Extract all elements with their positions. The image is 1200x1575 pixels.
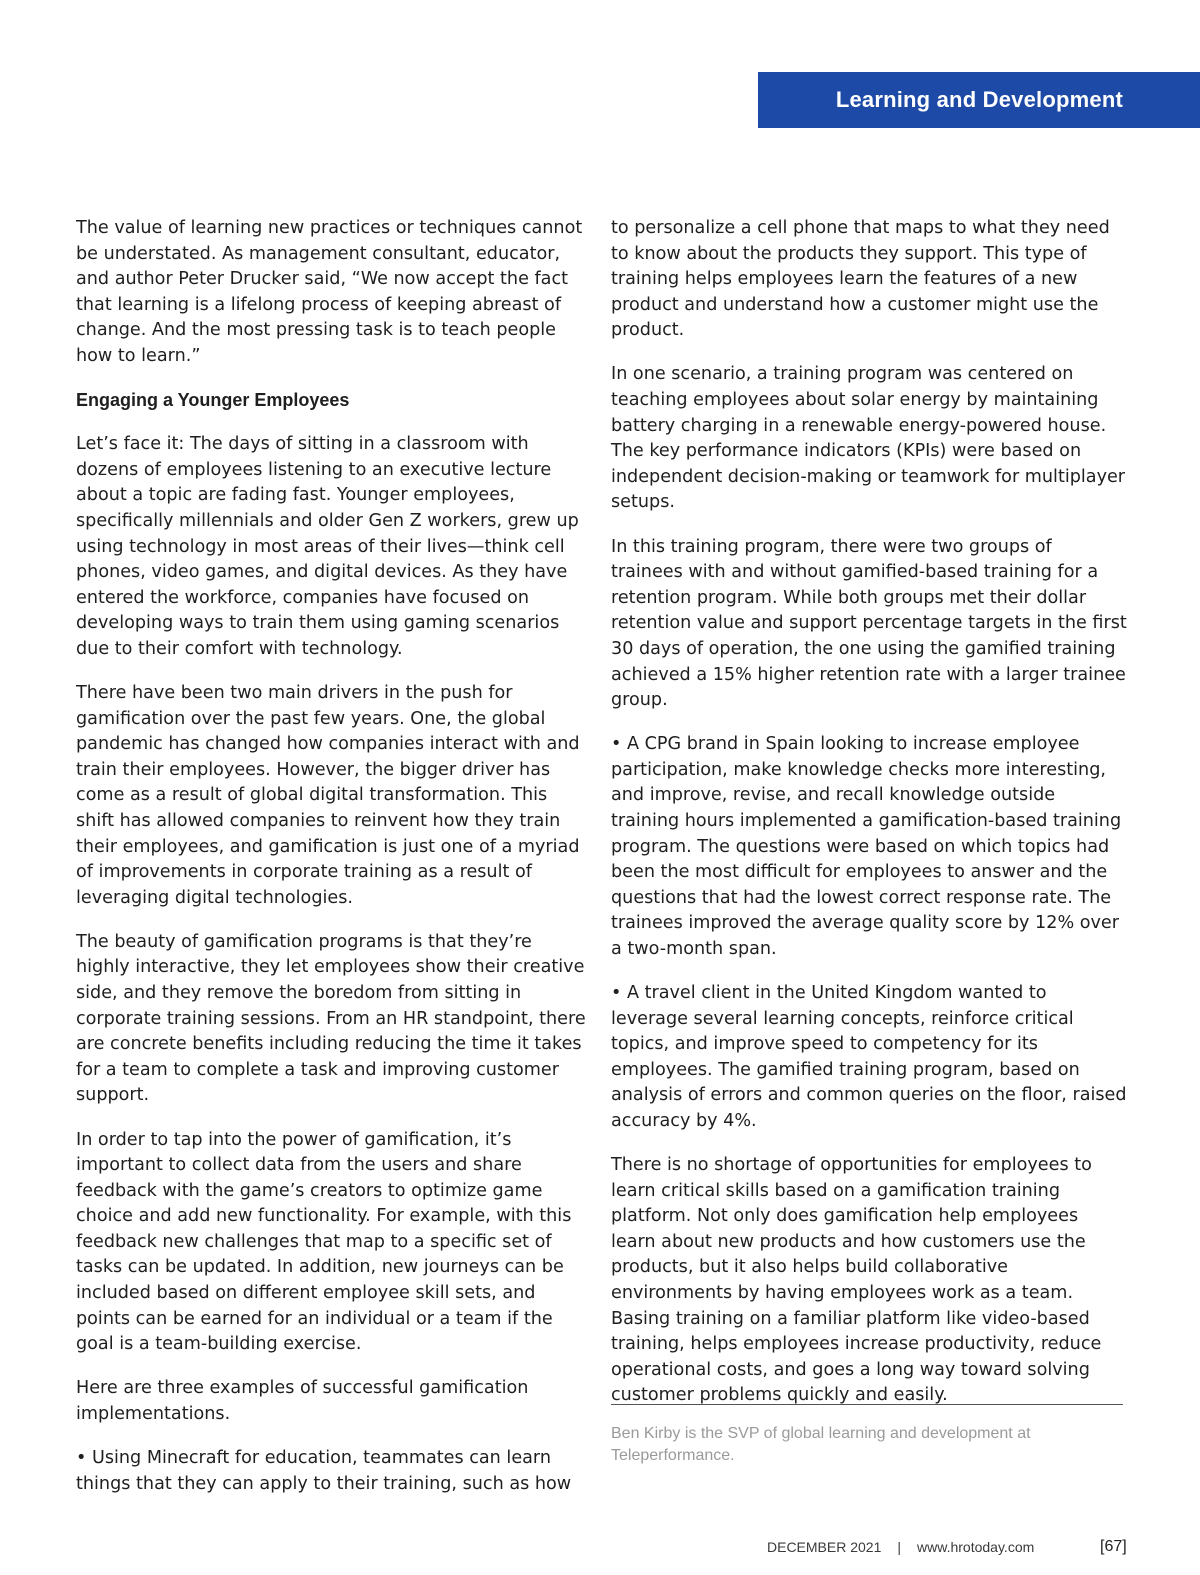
paragraph: There is no shortage of opportunities for employees to learn critical skills based on a gamification training platform. Not only does gamification help employees learn about new products and how customers use the products, but it also helps build collaborative environments by having employees work as a team. Basing training on a familiar platform like video-based training, helps employees increase productivity, reduce operational costs, and goes a long way toward solving customer problems quickly and easily. [611,1155,1102,1406]
section-label: Learning and Development [835,87,1123,112]
divider [611,1404,1123,1405]
paragraph: Let’s face it: The days of sitting in a classroom with dozens of employees listening to an executive lecture about a topic are fading fast. Younger employees, specifically millennials and older Gen Z workers, grew up using technology in most areas of their lives—think cell phones, video games, and digital devices. As they have entered the workforce, companies have focused on developing ways to train them using gaming scenarios due to their comfort with technology. [76,434,579,659]
paragraph: Here are three examples of successful gamification implementations. [76,1378,529,1424]
right-column [611,216,1127,1428]
page-number: [67] [1100,1538,1127,1555]
section-heading: Engaging a Younger Employees [76,390,350,411]
section-banner [758,72,1200,128]
website-link[interactable]: www.hrotoday.com [917,1539,1035,1555]
footer-separator: | [897,1539,902,1555]
bullet-paragraph: • A travel client in the United Kingdom wanted to leverage several learning concepts, reinforce critical topics, and improve speed to competency for its employees. The gamified training program, based on analysis of errors and common queries on the floor, raised accuracy by 4%. [611,983,1127,1131]
bullet-paragraph: • Using Minecraft for education, teammates can learn things that they can apply to their training, such as how [76,1448,572,1494]
paragraph: The beauty of gamification programs is that they’re highly interactive, they let employees show their creative side, and they remove the boredom from sitting in corporate training sessions. From an HR standpoint, there are concrete benefits including reducing the time it takes for a team to complete a task and improving customer support. [76,931,586,1106]
paragraph: In one scenario, a training program was centered on teaching employees about solar energy by maintaining battery charging in a renewable energy-powered house. The key performance indicators (KPIs) were based on independent decision-making or teamwork for multiplayer setups. [611,364,1126,513]
paragraph: In this training program, there were two groups of trainees with and without gamified-based training for a retention program. While both groups met their dollar retention value and support percentage targets in the first 30 days of operation, the one using the gamified training achieved a 15% higher retention rate with a larger trainee group. [611,536,1127,711]
paragraph: There have been two main drivers in the push for gamification over the past few years. One, the global pandemic has changed how companies interact with and train their employees. However, the bigger driver has come as a result of global digital transformation. This shift has allowed companies to reinvent how they train their employees, and gamification is just one of a myriad of improvements in corporate training as a result of leveraging digital technologies. [76,683,580,908]
paragraph: In order to tap into the power of gamification, it’s important to collect data from the users and share feedback with the game’s creators to optimize game choice and add new functionality. For example, with this feedback new challenges that map to a specific set of tasks can be updated. In addition, new journeys can be included based on different employee skill sets, and points can be earned for an individual or a team if the goal is a team-building exercise. [76,1129,572,1355]
paragraph: The value of learning new practices or techniques cannot be understated. As management consultant, educator, and author Peter Drucker said, “We now accept the fact that learning is a lifelong process of keeping abreast of change. And the most pressing task is to teach people how to learn.” [76,218,583,366]
author-bio: Ben Kirby is the SVP of global learning and development at Teleperformance. [611,1425,1031,1464]
paragraph: to personalize a cell phone that maps to what they need to know about the products they support. This type of training helps employees learn the features of a new product and understand how a customer might use the product. [611,218,1110,341]
bullet-paragraph: • A CPG brand in Spain looking to increase employee participation, make knowledge checks more interesting, and improve, revise, and recall knowledge outside training hours implemented a gamification-based training program. The questions were based on which topics had been the most difficult for employees to answer and the questions that had the lowest correct response rate. The trainees improved the average quality score by 12% over a two-month span. [611,734,1122,959]
issue-date: DECEMBER 2021 [767,1539,882,1555]
footer [767,1536,1034,1558]
left-column [76,216,588,1516]
